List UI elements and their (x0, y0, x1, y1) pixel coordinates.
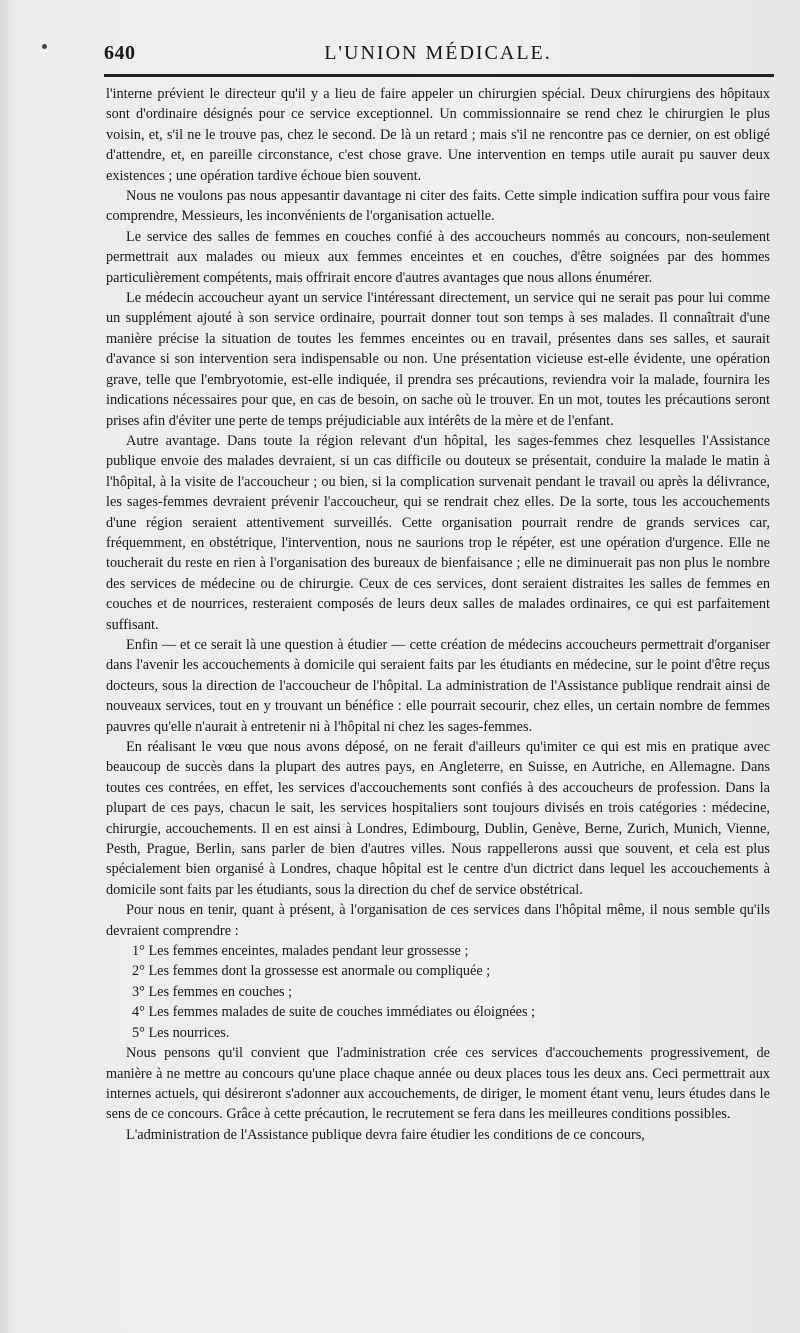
paragraph: L'administration de l'Assistance publique devra faire étudier les conditions de ce concours, (126, 1126, 645, 1143)
category-list (106, 941, 770, 1043)
page-header (104, 40, 772, 70)
paragraph: Nous ne voulons pas nous appesantir davantage ni citer des faits. Cette simple indication suffira pour vous faire comprendre, Messieurs, les inconvénients de l'organisation actuelle. (106, 188, 770, 225)
paragraph: Le médecin accoucheur ayant un service l'intéressant directement, un service qui ne serait pas pour lui comme un supplément ajouté à son service ordinaire, pourrait donner tout son temps à ses malades. Il connaîtrait d'une manière précise la situation de toutes les femmes enceintes ou en travail, présentes dans ses salles, et saurait d'avance si son intervention sera indispensable ou non. Une présentation vicieuse est-elle évidente, une opération grave, telle que l'embryotomie, est-elle indiquée, il prendra ses précautions, reviendra voir la malade, fournira les indications nécessaires pour que, en cas de besoin, on sache où le trouver. En un mot, toutes les précautions seront prises afin d'éviter une perte de temps préjudiciable aux intérêts de la mère et de l'enfant. (106, 290, 770, 429)
list-item: 3° Les femmes en couches ; (132, 983, 293, 1000)
margin-mark (42, 44, 47, 49)
paragraph: l'interne prévient le directeur qu'il y a lieu de faire appeler un chirurgien spécial. Deux chirurgiens des hôpitaux sont d'ordinaire désignés pour ce service exceptionnel. Un commissionnaire se rend chez le chirurgien le plus voisin, et, s'il ne le trouve pas, chez le second. De là un retard ; mais s'il ne rencontre pas ce dernier, on est obligé d'attendre, et, en pareille circonstance, c'est chose grave. Une intervention en temps utile aurait pu sauver deux existences ; une opération tardive échoue bien souvent. (106, 86, 770, 184)
list-item: 4° Les femmes malades de suite de couches immédiates ou éloignées ; (132, 1004, 536, 1021)
list-item: 1° Les femmes enceintes, malades pendant leur grossesse ; (132, 943, 469, 960)
paragraph: Nous pensons qu'il convient que l'administration crée ces services d'accouchements progressivement, de manière à ne mettre au concours qu'une place chaque année ou deux places tous les deux ans. Ceci permettrait aux internes actuels, qui désireront s'adonner aux accouchements, de diriger, le moment étant venu, leurs études dans le sens de ce concours. Grâce à cette précaution, le recrutement se fera dans les meilleures conditions possibles. (106, 1045, 770, 1123)
paragraph: Enfin — et ce serait là une question à étudier — cette création de médecins accoucheurs permettrait d'organiser dans l'avenir les accouchements à domicile qui seraient faits par les étudiants en médecine, sur le point d'être reçus docteurs, sous la direction de l'accoucheur de l'hôpital. La administration de l'Assistance publique rendrait ainsi de nouveaux services, tout en y trouvant un bénéfice : elle pourrait secourir, chez elles, un certain nombre de femmes pauvres qu'elle n'aurait à entretenir ni à l'hôpital ni chez les sages-femmes. (106, 636, 770, 735)
header-rule (104, 74, 774, 77)
paragraph: Le service des salles de femmes en couches confié à des accoucheurs nommés au concours, non-seulement permettrait aux malades ou mieux aux femmes enceintes et en couches, d'être soignées par des hommes particulièrement compétents, mais offrirait encore d'autres avantages que nous allons énumérer. (106, 228, 770, 286)
list-item: 2° Les femmes dont la grossesse est anormale ou compliquée ; (132, 963, 491, 980)
article-body (106, 84, 770, 1145)
list-item: 5° Les nourrices. (132, 1024, 230, 1041)
page-number: 640 (104, 42, 136, 64)
paragraph: Autre avantage. Dans toute la région relevant d'un hôpital, les sages-femmes chez lesquelles l'Assistance publique envoie des malades devraient, si un cas difficile ou douteux se présentait, conduire la malade le matin à l'hôpital, à la visite de l'accoucheur ; ou bien, si la complication survenait pendant le travail ou après la délivrance, les sages-femmes devraient prévenir l'accoucheur, qui se rendrait chez elles. De la sorte, tous les accouchements d'une région seraient attentivement surveillés. Cette organisation pourrait rendre de grands services car, fréquemment, en obstétrique, l'intervention, nous ne saurions trop le répéter, est une opération d'urgence. Elle ne toucherait du reste en rien à l'organisation des bureaux de bienfaisance ; elle ne diminuerait pas non plus le nombre des services de médecine ou de chirurgie. Ceux de ces services, dont seraient distraites les salles de femmes en couches et de nourrices, resteraient composés de leurs deux salles de malades ordinaires, ce qui est parfaitement suffisant. (106, 432, 770, 633)
paragraph: Pour nous en tenir, quant à présent, à l'organisation de ces services dans l'hôpital même, il nous semble qu'ils devraient comprendre : (106, 902, 770, 939)
running-title: L'UNION MÉDICALE. (324, 42, 552, 64)
paragraph: En réalisant le vœu que nous avons déposé, on ne ferait d'ailleurs qu'imiter ce qui est mis en pratique avec beaucoup de succès dans la plupart des autres pays, en Angleterre, en Suisse, en Autriche, en Allemagne. Dans toutes ces contrées, en effet, les services d'accouchements sont confiés à des accoucheurs de profession. Dans la plupart de ces pays, chacun le sait, les services hospitaliers sont toujours divisés en trois catégories : médecine, chirurgie, accouchements. Il en est ainsi à Londres, Edimbourg, Dublin, Genève, Berne, Zurich, Munich, Vienne, Pesth, Prague, Berlin, sans parler de bien d'autres villes. Nous rappellerons aussi que souvent, et cela est plus spécialement bien organisé à Londres, chaque hôpital est le centre d'un dictrict dans lequel les accouchements à domicile sont faits par les étudiants, sous la direction du chef de service obstétrical. (106, 739, 770, 898)
